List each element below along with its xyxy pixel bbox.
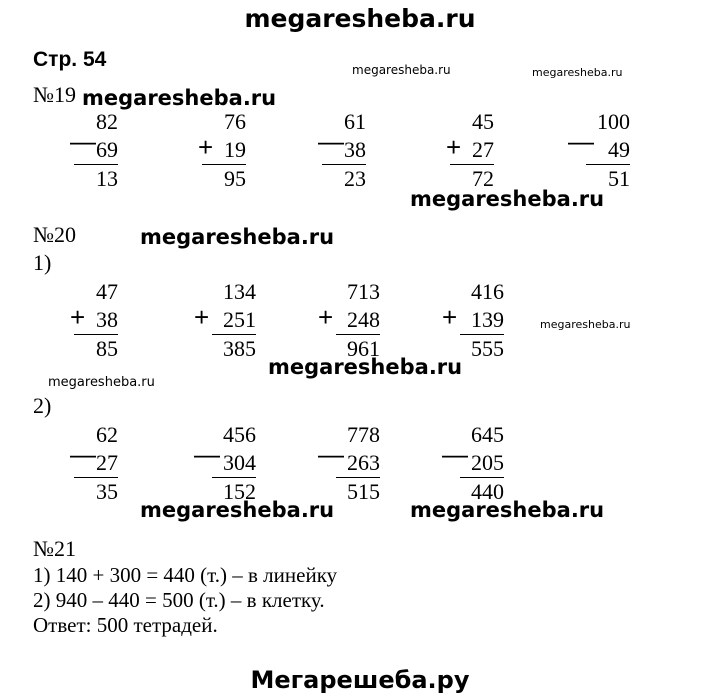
operand-top: 100 bbox=[597, 109, 630, 134]
operand-top: 45 bbox=[472, 109, 494, 134]
result: 440 bbox=[471, 479, 504, 504]
watermark-small: megaresheba.ru bbox=[532, 66, 623, 79]
column-operation bbox=[586, 108, 630, 193]
watermark-bold: megaresheba.ru bbox=[410, 187, 605, 211]
operand-top: 416 bbox=[471, 279, 504, 304]
operand-top: 778 bbox=[347, 422, 380, 447]
operand-bottom: 248 bbox=[336, 306, 380, 335]
watermark-bottom: Мегарешеба.ру bbox=[250, 666, 470, 694]
result: 35 bbox=[96, 479, 118, 504]
page-title: Стр. 54 bbox=[33, 48, 107, 71]
operand-top: 76 bbox=[224, 109, 246, 134]
result: 95 bbox=[224, 166, 246, 191]
operand-top: 456 bbox=[223, 422, 256, 447]
task20-part1-label: 1) bbox=[33, 250, 52, 275]
minus-sign: — bbox=[442, 439, 468, 469]
operand-bottom: 69 bbox=[74, 136, 118, 165]
operand-top: 645 bbox=[471, 422, 504, 447]
result: 13 bbox=[96, 166, 118, 191]
operand-top: 82 bbox=[96, 109, 118, 134]
operand-top: 134 bbox=[223, 279, 256, 304]
result: 152 bbox=[223, 479, 256, 504]
column-operation bbox=[212, 278, 256, 363]
answer-line: Ответ: 500 тетрадей. bbox=[33, 613, 218, 637]
watermark-small: megaresheba.ru bbox=[540, 318, 631, 331]
operand-bottom: 27 bbox=[74, 449, 118, 478]
plus-sign: + bbox=[318, 302, 334, 332]
operand-top: 47 bbox=[96, 279, 118, 304]
watermark-small: megaresheba.ru bbox=[352, 63, 451, 77]
operand-top: 713 bbox=[347, 279, 380, 304]
operand-bottom: 251 bbox=[212, 306, 256, 335]
result: 23 bbox=[344, 166, 366, 191]
column-operation bbox=[212, 421, 256, 506]
result: 515 bbox=[347, 479, 380, 504]
result: 555 bbox=[471, 336, 504, 361]
minus-sign: — bbox=[568, 126, 594, 156]
column-operation bbox=[336, 421, 380, 506]
column-operation bbox=[322, 108, 366, 193]
minus-sign: — bbox=[70, 126, 96, 156]
column-operation bbox=[74, 108, 118, 193]
operand-bottom: 263 bbox=[336, 449, 380, 478]
operand-bottom: 49 bbox=[586, 136, 630, 165]
operand-top: 61 bbox=[344, 109, 366, 134]
column-operation bbox=[460, 421, 504, 506]
minus-sign: — bbox=[318, 126, 344, 156]
minus-sign: — bbox=[70, 439, 96, 469]
operand-bottom: 38 bbox=[322, 136, 366, 165]
column-operation bbox=[460, 278, 504, 363]
result: 385 bbox=[223, 336, 256, 361]
plus-sign: + bbox=[198, 132, 214, 162]
plus-sign: + bbox=[194, 302, 210, 332]
result: 72 bbox=[472, 166, 494, 191]
plus-sign: + bbox=[70, 302, 86, 332]
task19-label: №19 bbox=[33, 82, 76, 107]
task21-label: №21 bbox=[33, 536, 76, 561]
operand-bottom: 139 bbox=[460, 306, 504, 335]
minus-sign: — bbox=[318, 439, 344, 469]
column-operation bbox=[450, 108, 494, 193]
plus-sign: + bbox=[446, 132, 462, 162]
watermark-bold: megaresheba.ru bbox=[410, 498, 605, 522]
watermark-bold: megaresheba.ru bbox=[82, 86, 277, 110]
watermark-bold: megaresheba.ru bbox=[140, 498, 335, 522]
operand-bottom: 19 bbox=[202, 136, 246, 165]
solution-line-1: 1) 140 + 300 = 440 (т.) – в линейку bbox=[33, 563, 338, 587]
plus-sign: + bbox=[442, 302, 458, 332]
task20-label: №20 bbox=[33, 222, 76, 247]
result: 51 bbox=[608, 166, 630, 191]
column-operation bbox=[202, 108, 246, 193]
task20-part2-label: 2) bbox=[33, 393, 52, 418]
minus-sign: — bbox=[194, 439, 220, 469]
watermark-bold: megaresheba.ru bbox=[140, 225, 335, 249]
result: 85 bbox=[96, 336, 118, 361]
watermark-bold: megaresheba.ru bbox=[268, 355, 463, 379]
result: 961 bbox=[347, 336, 380, 361]
operand-bottom: 205 bbox=[460, 449, 504, 478]
operand-bottom: 304 bbox=[212, 449, 256, 478]
task21-solution bbox=[33, 563, 337, 638]
solution-line-2: 2) 940 – 440 = 500 (т.) – в клетку. bbox=[33, 588, 325, 612]
column-operation bbox=[336, 278, 380, 363]
operand-bottom: 27 bbox=[450, 136, 494, 165]
column-operation bbox=[74, 278, 118, 363]
watermark-top: megaresheba.ru bbox=[244, 4, 476, 33]
operand-top: 62 bbox=[96, 422, 118, 447]
column-operation bbox=[74, 421, 118, 506]
operand-bottom: 38 bbox=[74, 306, 118, 335]
watermark-small: megaresheba.ru bbox=[48, 375, 155, 390]
